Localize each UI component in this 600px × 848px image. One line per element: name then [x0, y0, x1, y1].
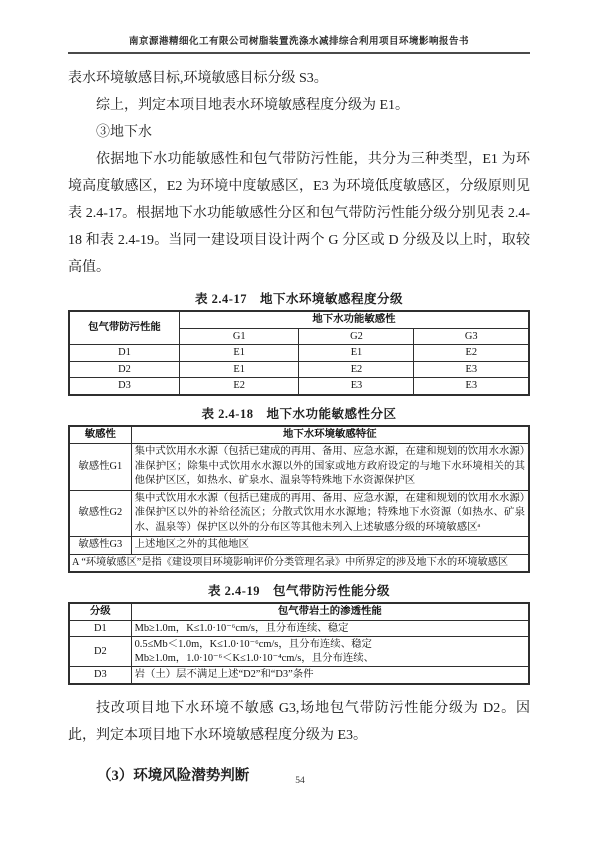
- t18-row-g2-label: 敏感性G2: [69, 490, 131, 537]
- table-row: [69, 444, 529, 491]
- paragraph-surface-conclusion: 综上，判定本项目地表水环境敏感程度分级为 E1。: [96, 98, 410, 113]
- table-row: [69, 345, 529, 362]
- heading-risk-potential: （3）环境风险潜势判断: [97, 767, 250, 784]
- table18-title: 表 2.4-18 地下水功能敏感性分区: [201, 406, 397, 421]
- t17-header-vadose: 包气带防污性能: [69, 311, 179, 345]
- t19-row-d1-label: D1: [69, 620, 131, 637]
- t17-row-d1-label: D1: [69, 345, 179, 362]
- t18-col-sensitivity: 敏感性: [69, 426, 131, 444]
- table-groundwater-function-zones: [68, 425, 530, 574]
- paragraph-groundwater-conclusion: 技改项目地下水环境不敏感 G3,场地包气带防污性能分级为 D2。因此，判定本项目地下水环境敏感程度分级为 E3。: [68, 700, 530, 743]
- table-row: [69, 637, 529, 667]
- t19-row-d3-text: 岩（土）层不满足上述“D2”和“D3”条件: [131, 667, 529, 684]
- t19-row-d3-label: D3: [69, 667, 131, 684]
- t17-cell: E2: [179, 378, 299, 395]
- t19-col-grade: 分级: [69, 603, 131, 620]
- table-row: [69, 537, 529, 555]
- table-row: [69, 378, 529, 395]
- paragraph-groundwater-intro: 依据地下水功能敏感性和包气带防污性能，共分为三种类型，E1 为环境高度敏感区，E2 为环境中度敏感区，E3 为环境低度敏感区，分级原则见表 2.4-17。根据地下水功能敏感性分区和包气带防污性能分级分别见表 2.4-18 和表 2.4-19。当同一建设项目设计两个 G 分区或 D 分级及以上时，取较高值。: [68, 152, 530, 275]
- table-row: [69, 620, 529, 637]
- table-groundwater-sensitivity-grading: [68, 310, 530, 396]
- t19-col-permeability: 包气带岩土的渗透性能: [131, 603, 529, 620]
- t18-row-g1-label: 敏感性G1: [69, 444, 131, 491]
- header-rule: [68, 52, 530, 54]
- t17-cell: E1: [299, 345, 414, 362]
- t17-header-function: 地下水功能敏感性: [179, 311, 529, 328]
- running-header: 南京源港精细化工有限公司树脂装置洗涤水减排综合利用项目环境影响报告书: [128, 37, 469, 47]
- t19-row-d2-line1: 0.5≤Mb＜1.0m，K≤1.0·10⁻⁶cm/s，且分布连续、稳定: [134, 639, 372, 650]
- t17-col-g1: G1: [179, 328, 299, 345]
- page-content: [68, 0, 530, 790]
- paragraph-continuation: 表水环境敏感目标,环境敏感目标分级 S3。: [68, 71, 328, 86]
- table-row: [69, 361, 529, 378]
- table-row: [69, 603, 529, 620]
- table17-title: 表 2.4-17 地下水环境敏感程度分级: [195, 292, 403, 306]
- t17-cell: E2: [414, 345, 529, 362]
- t17-row-d3-label: D3: [69, 378, 179, 395]
- t19-row-d1-text: Mb≥1.0m，K≤1.0·10⁻⁶cm/s，且分布连续、稳定: [131, 620, 529, 637]
- page-number: 54: [295, 776, 305, 786]
- t17-row-d2-label: D2: [69, 361, 179, 378]
- t17-col-g3: G3: [414, 328, 529, 345]
- table-row: [69, 426, 529, 444]
- t19-row-d2-text: [131, 637, 529, 667]
- t18-row-g1-text: 集中式饮用水水源（包括已建成的再用、备用、应急水源，在建和规划的饮用水水源）准保护区；除集中式饮用水水源以外的国家或地方政府设定的与地下水环境相关的其他保护区区，如热水、矿泉水、温泉等特殊地下水资源保护区: [131, 444, 529, 491]
- table-row: [69, 311, 529, 328]
- table-vadose-zone-grading: [68, 602, 530, 685]
- heading-groundwater: ③地下水: [96, 125, 152, 140]
- t18-row-g2-text: 集中式饮用水水源（包括已建成的再用、备用、应急水源，在建和规划的饮用水水源）准保护区以外的补给径流区；分散式饮用水水源地；特殊地下水资源（如热水、矿泉水、温泉等）保护区以外的分布区等其他未列入上述敏感分级的环境敏感区ᵃ: [131, 490, 529, 537]
- t18-col-feature: 地下水环境敏感特征: [131, 426, 529, 444]
- t17-cell: E3: [299, 378, 414, 395]
- t18-row-g3-text: 上述地区之外的其他地区: [131, 537, 529, 555]
- t17-col-g2: G2: [299, 328, 414, 345]
- t17-cell: E1: [179, 361, 299, 378]
- t19-row-d2-line2: Mb≥1.0m，1.0·10⁻⁶＜K≤1.0·10⁻⁴cm/s，且分布连续、: [134, 652, 375, 664]
- table19-title: 表 2.4-19 包气带防污性能分级: [208, 584, 390, 598]
- table-row: [69, 554, 529, 572]
- t17-cell: E2: [299, 361, 414, 378]
- table-row: [69, 490, 529, 537]
- t18-footnote: A “环境敏感区”是指《建设项目环境影响评价分类管理名录》中所界定的涉及地下水的环境敏感区: [69, 554, 529, 572]
- t17-cell: E3: [414, 378, 529, 395]
- t17-cell: E1: [179, 345, 299, 362]
- t17-cell: E3: [414, 361, 529, 378]
- table-row: [69, 667, 529, 684]
- t19-row-d2-label: D2: [69, 637, 131, 667]
- t18-row-g3-label: 敏感性G3: [69, 537, 131, 555]
